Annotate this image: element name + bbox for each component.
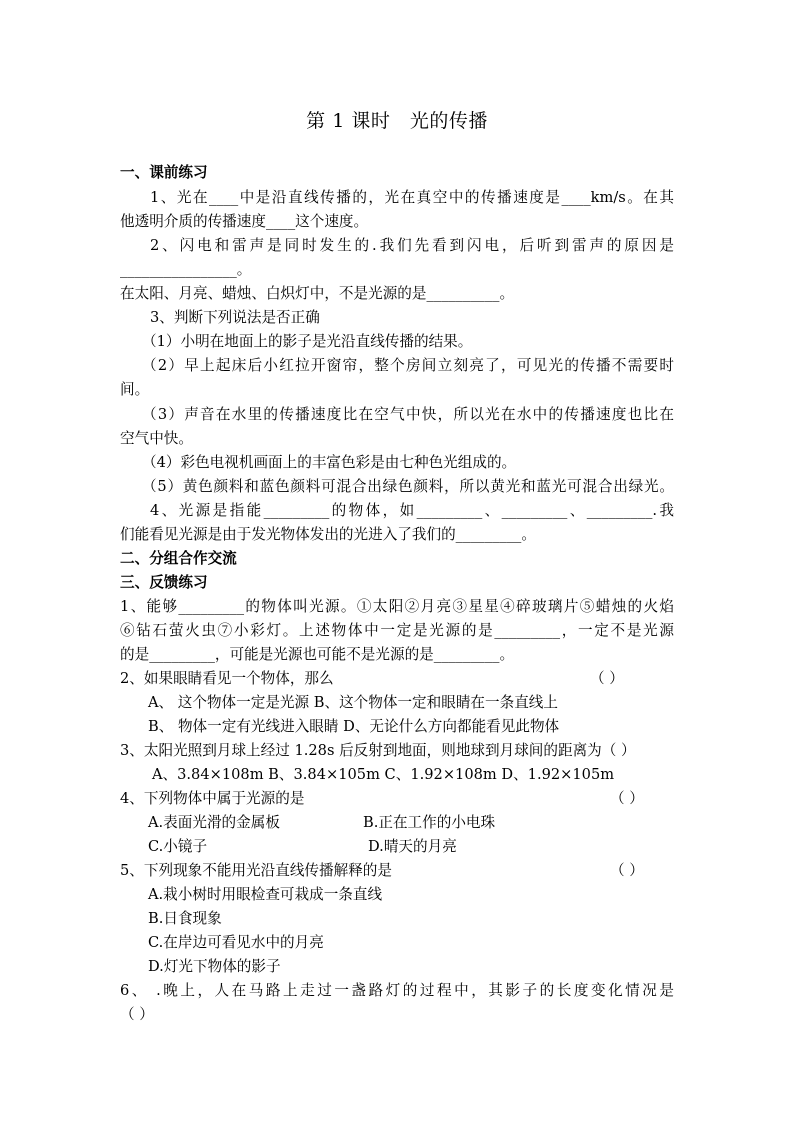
question-line: （5）黄色颜料和蓝色颜料可混合出绿色颜料，所以黄光和蓝光可混合出绿光。 [142, 478, 674, 495]
option-line: B.日食现象 [148, 910, 222, 927]
question-line: 空气中快。 [120, 430, 193, 447]
option-line: D.灯光下物体的影子 [148, 958, 281, 975]
section-heading-group-work: 二、分组合作交流 [120, 550, 237, 567]
question-line: 们能看见光源是由于发光物体发出的光进入了我们的_________。 [120, 526, 536, 543]
answer-bracket: （ ） [590, 670, 624, 687]
question-line: 6、 .晚上，人在马路上走过一盏路灯的过程中，其影子的长度变化情况是 [120, 982, 674, 999]
question-line: ________________。 [120, 261, 252, 278]
option-line: A、 这个物体一定是光源 B、这个物体一定和眼睛在一条直线上 [148, 694, 558, 711]
question-line: （4）彩色电视机画面上的丰富色彩是由七种色光组成的。 [142, 454, 517, 471]
option-line: A、3.84×108m B、3.84×105m C、1.92×108m D、1.92×105m [152, 766, 615, 783]
option-line: B、 物体一定有光线进入眼睛 D、无论什么方向都能看见此物体 [148, 718, 560, 735]
question-line: （1）小明在地面上的影子是光沿直线传播的结果。 [142, 333, 473, 350]
question-line: 4、光源是指能_________的物体，如_________、_________、_________.我 [150, 502, 674, 519]
section-heading-pre-class: 一、课前练习 [120, 164, 208, 181]
answer-bracket: （ ） [120, 1006, 154, 1023]
option-line: D.晴天的月亮 [368, 838, 457, 855]
question-line: 3、判断下列说法是否正确 [150, 309, 320, 326]
question-line: 的是_________，可能是光源也可能不是光源的是_________。 [120, 646, 515, 663]
option-line: C.小镜子 [148, 838, 208, 855]
option-line: A.栽小树时用眼检查可栽成一条直线 [148, 886, 383, 903]
question-line: 4、下列物体中属于光源的是 [120, 790, 305, 807]
question-line: （2）早上起床后小红拉开窗帘，整个房间立刻亮了，可见光的传播不需要时 [142, 357, 674, 374]
question-line: ⑥钻石萤火虫⑦小彩灯。上述物体中一定是光源的是_________，一定不是光源 [120, 622, 674, 639]
question-line: 5、下列现象不能用光沿直线传播解释的是 [120, 862, 392, 879]
question-line: 他透明介质的传播速度____这个速度。 [120, 213, 369, 230]
question-line: 1、光在____中是沿直线传播的，光在真空中的传播速度是____km/s。在其 [150, 189, 674, 206]
question-line: 2、如果眼睛看见一个物体，那么 [120, 670, 334, 687]
question-line: 1、能够_________的物体叫光源。①太阳②月亮③星星④碎玻璃片⑤蜡烛的火焰 [120, 598, 674, 615]
question-line: 3、太阳光照到月球上经过 1.28s 后反射到地面，则地球到月球间的距离为（ ） [120, 742, 636, 759]
option-line: A.表面光滑的金属板 [148, 814, 280, 831]
section-heading-feedback: 三、反馈练习 [120, 574, 208, 591]
question-line: 2、闪电和雷声是同时发生的.我们先看到闪电，后听到雷声的原因是 [150, 237, 674, 254]
question-line: 在太阳、月亮、蜡烛、白炽灯中，不是光源的是__________。 [120, 285, 515, 302]
question-line: 间。 [120, 381, 150, 398]
answer-bracket: （ ） [610, 790, 644, 807]
answer-bracket: （ ） [610, 862, 644, 879]
option-line: C.在岸边可看见水中的月亮 [148, 934, 324, 951]
option-line: B.正在工作的小电珠 [363, 814, 496, 831]
question-line: （3）声音在水里的传播速度比在空气中快，所以光在水中的传播速度也比在 [142, 406, 674, 423]
page-title: 第 1 课时 光的传播 [306, 110, 488, 132]
